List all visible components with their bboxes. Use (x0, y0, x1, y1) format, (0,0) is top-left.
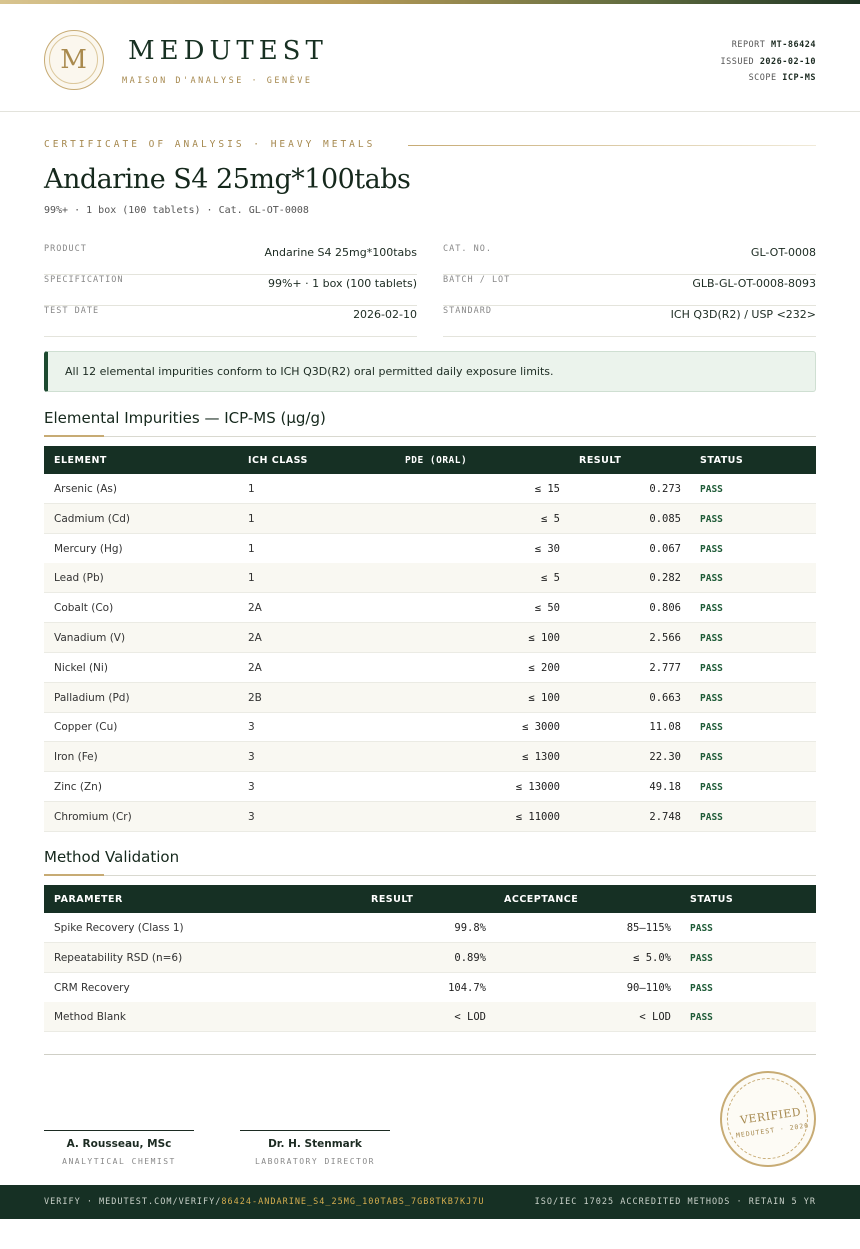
result-value: 49.18 (649, 781, 681, 793)
seal-inner-ring: VERIFIED MEDUTEST · 2026 (722, 1073, 813, 1164)
result-value: 0.067 (649, 542, 681, 555)
status-badge: PASS (700, 513, 723, 525)
result-value: 2.748 (649, 810, 681, 823)
product-subtitle: 99%+ · 1 box (100 tablets) · Cat. GL-OT-0008 (44, 205, 309, 216)
impurity-row (44, 474, 816, 504)
status-badge: PASS (700, 811, 723, 823)
pde-limit: ≤ 5 (541, 572, 560, 585)
detail-test-date: TEST DATE 2026-02-10 (44, 306, 417, 337)
result-value: 11.08 (649, 721, 681, 734)
conformity-notice (44, 351, 816, 392)
element-name: Mercury (Hg) (54, 542, 123, 555)
element-name: Arsenic (As) (54, 483, 117, 495)
acceptance-range: 85–115% (626, 922, 671, 934)
result-value: 0.273 (649, 483, 681, 495)
col-parameter: PARAMETER (54, 894, 123, 905)
ich-class: 3 (248, 781, 255, 793)
validation-table-header (44, 885, 816, 913)
signature-analytical-chemist: A. Rousseau, MSc ANALYTICAL CHEMIST (44, 1130, 194, 1166)
signature-laboratory-director: Dr. H. Stenmark LABORATORY DIRECTOR (240, 1130, 390, 1166)
accreditation-note: ISO/IEC 17025 ACCREDITED METHODS · RETAIN 5 YR (534, 1197, 816, 1207)
parameter-name: Spike Recovery (Class 1) (54, 922, 184, 934)
product-title: Andarine S4 25mg*100tabs (44, 164, 411, 195)
ich-class: 3 (248, 751, 255, 764)
impurities-section-rule (44, 436, 816, 437)
impurities-table-header (44, 446, 816, 474)
detail-specification: SPECIFICATION 99%+ · 1 box (100 tablets) (44, 275, 417, 306)
acceptance-range: 90–110% (626, 981, 671, 994)
pde-limit: ≤ 100 (528, 691, 560, 704)
validation-result: < LOD (454, 1011, 486, 1024)
element-name: Nickel (Ni) (54, 661, 108, 674)
result-value: 22.30 (649, 751, 681, 764)
verify-code: 86424-ANDARINE_S4_25MG_100TABS_7GB8TKB7KJ7U (221, 1197, 485, 1207)
status-badge: PASS (700, 543, 723, 555)
conformity-notice-text: All 12 elemental impurities conform to ICH Q3D(R2) oral permitted daily exposure limits. (65, 365, 554, 378)
ich-class: 2A (248, 602, 262, 615)
pde-limit: ≤ 11000 (515, 810, 560, 823)
status-badge: PASS (690, 952, 713, 964)
result-value: 0.806 (649, 602, 681, 615)
verify-link[interactable]: VERIFY · MEDUTEST.COM/VERIFY/86424-ANDARINE_S4_25MG_100TABS_7GB8TKB7KJ7U (44, 1197, 485, 1207)
col-ich-class: ICH CLASS (248, 455, 308, 466)
element-name: Lead (Pb) (54, 572, 104, 585)
result-value: 0.085 (649, 512, 681, 525)
element-name: Palladium (Pd) (54, 691, 130, 704)
status-badge: PASS (700, 782, 723, 793)
impurity-row (44, 802, 816, 832)
validation-result: 99.8% (454, 922, 486, 934)
status-badge: PASS (700, 603, 723, 615)
kicker-divider (408, 145, 816, 146)
element-name: Cadmium (Cd) (54, 512, 130, 525)
verified-seal (714, 1065, 822, 1173)
pde-limit: ≤ 30 (534, 542, 560, 555)
col-status: STATUS (700, 455, 744, 466)
pde-limit: ≤ 3000 (522, 721, 560, 734)
pde-limit: ≤ 5 (541, 512, 560, 525)
impurity-row (44, 683, 816, 713)
ich-class: 1 (248, 542, 255, 555)
brand-name: MEDUTEST (128, 36, 328, 66)
validation-row (44, 913, 816, 943)
issued-date: ISSUED 2026-02-10 (720, 56, 816, 67)
ich-class: 2A (248, 661, 262, 674)
result-value: 2.777 (649, 661, 681, 674)
pde-limit: ≤ 50 (534, 602, 560, 615)
report-header (0, 4, 860, 112)
element-name: Vanadium (V) (54, 632, 126, 644)
ich-class: 2A (248, 632, 262, 644)
brand-tagline: MAISON D'ANALYSE · GENÈVE (122, 76, 313, 86)
col-pde: PDE (ORAL) (405, 455, 468, 466)
element-name: Chromium (Cr) (54, 810, 132, 823)
validation-result: 0.89% (454, 951, 486, 964)
parameter-name: CRM Recovery (54, 981, 130, 994)
report-footer (0, 1185, 860, 1219)
result-value: 2.566 (649, 632, 681, 644)
impurity-row (44, 742, 816, 772)
detail-batch-lot: BATCH / LOT GLB-GL-OT-0008-8093 (443, 275, 816, 306)
ich-class: 3 (248, 721, 255, 734)
impurity-row (44, 712, 816, 742)
result-value: 0.663 (649, 691, 681, 704)
validation-row (44, 973, 816, 1003)
validation-row (44, 943, 816, 973)
element-name: Zinc (Zn) (54, 781, 102, 793)
status-badge: PASS (700, 633, 723, 644)
ich-class: 1 (248, 483, 255, 495)
parameter-name: Method Blank (54, 1011, 127, 1024)
status-badge: PASS (700, 484, 723, 495)
status-badge: PASS (690, 982, 713, 994)
col-val-status: STATUS (690, 894, 734, 905)
impurities-section-accent (44, 435, 104, 437)
impurity-row (44, 623, 816, 653)
status-badge: PASS (700, 692, 723, 704)
validation-result: 104.7% (448, 981, 486, 994)
detail-standard: STANDARD ICH Q3D(R2) / USP <232> (443, 306, 816, 337)
acceptance-range: ≤ 5.0% (633, 951, 671, 964)
pde-limit: ≤ 100 (528, 632, 560, 644)
pde-limit: ≤ 200 (528, 661, 560, 674)
certificate-kicker: CERTIFICATE OF ANALYSIS · HEAVY METALS (44, 139, 376, 150)
status-badge: PASS (700, 662, 723, 674)
result-value: 0.282 (649, 572, 681, 585)
validation-section-title: Method Validation (44, 848, 180, 866)
status-badge: PASS (700, 722, 723, 734)
pde-limit: ≤ 13000 (515, 781, 560, 793)
signature-divider (44, 1054, 816, 1055)
ich-class: 1 (248, 572, 255, 585)
status-badge: PASS (700, 752, 723, 764)
ich-class: 1 (248, 512, 255, 525)
impurity-row (44, 563, 816, 593)
detail-cat-no: CAT. NO. GL-OT-0008 (443, 244, 816, 275)
impurity-row (44, 504, 816, 534)
validation-section-accent (44, 874, 104, 876)
status-badge: PASS (690, 923, 713, 934)
element-name: Iron (Fe) (54, 751, 98, 764)
col-val-result: RESULT (371, 894, 414, 905)
report-meta (720, 37, 816, 87)
scope: SCOPE ICP-MS (748, 73, 816, 83)
acceptance-range: < LOD (639, 1011, 671, 1024)
col-acceptance: ACCEPTANCE (504, 894, 579, 905)
ich-class: 3 (248, 810, 255, 823)
status-badge: PASS (690, 1012, 713, 1024)
parameter-name: Repeatability RSD (n=6) (54, 951, 183, 964)
impurity-row (44, 772, 816, 802)
impurity-row (44, 534, 816, 564)
impurity-row (44, 653, 816, 683)
element-name: Cobalt (Co) (54, 602, 114, 615)
element-name: Copper (Cu) (54, 721, 118, 734)
impurity-row (44, 593, 816, 623)
detail-product: PRODUCT Andarine S4 25mg*100tabs (44, 244, 417, 275)
pde-limit: ≤ 1300 (522, 751, 560, 764)
col-element: ELEMENT (54, 455, 107, 466)
report-number: REPORT MT-86424 (731, 40, 816, 50)
logo-monogram: M (49, 35, 98, 84)
status-badge: PASS (700, 573, 723, 585)
pde-limit: ≤ 15 (534, 483, 560, 495)
validation-row (44, 1002, 816, 1032)
col-result: RESULT (579, 455, 622, 466)
impurities-section-title: Elemental Impurities — ICP-MS (µg/g) (44, 409, 326, 427)
validation-section-rule (44, 875, 816, 876)
ich-class: 2B (248, 691, 262, 704)
brand-logo (44, 30, 104, 90)
